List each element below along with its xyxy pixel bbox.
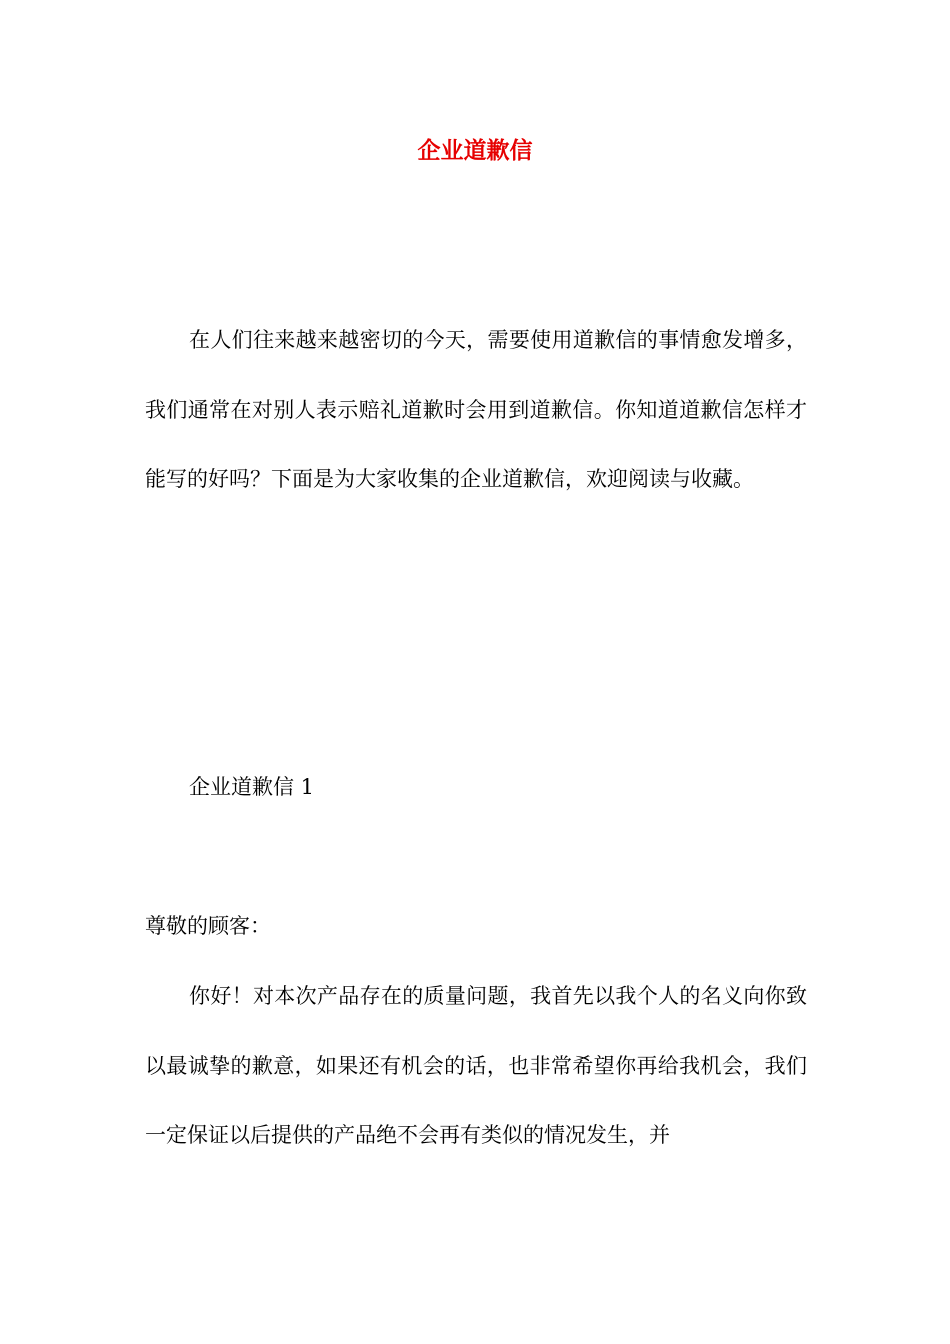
document-title: 企业道歉信	[417, 137, 533, 164]
section-heading: 企业道歉信 1	[189, 775, 315, 799]
intro-paragraph: 在人们往来越来越密切的今天，需要使用道歉信的事情愈发增多，我们通常在对别人表示赔礼道歉时会用到道歉信。你知道道歉信怎样才能写的好吗？下面是为大家收集的企业道歉信，欢迎阅读与收藏。	[145, 328, 807, 491]
letter-salutation: 尊敬的顾客：	[145, 914, 271, 938]
letter-body-paragraph: 你好！对本次产品存在的质量问题，我首先以我个人的名义向你致以最诚挚的歉意，如果还有机会的话，也非常希望你再给我机会，我们一定保证以后提供的产品绝不会再有类似的情况发生，并	[145, 984, 807, 1147]
